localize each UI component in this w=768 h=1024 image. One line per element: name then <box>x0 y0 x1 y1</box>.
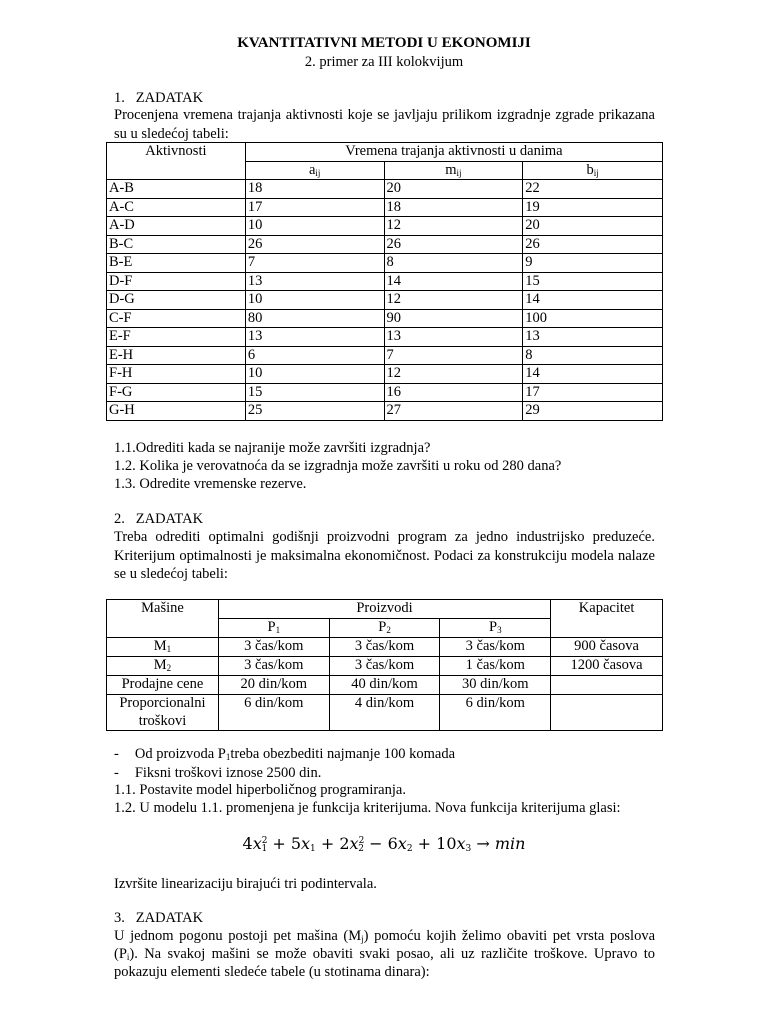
table-cell-m: 12 <box>384 291 523 310</box>
cell-m2-p2: 3 čas/kom <box>329 657 440 676</box>
cell-cost-p3: 6 din/kom <box>440 695 551 731</box>
table-cell-b: 13 <box>523 328 663 347</box>
cell-m2-capacity: 1200 časova <box>551 657 663 676</box>
table-cell-b: 29 <box>523 402 663 421</box>
cell-price-p3: 30 din/kom <box>440 676 551 695</box>
col-header-m: $m_{ij}$ <box>384 161 523 180</box>
col-header-p3: $P_3$ <box>440 619 551 638</box>
table-cell-b: 14 <box>523 365 663 384</box>
table-cell-b: 26 <box>523 235 663 254</box>
table-cell-m: 20 <box>384 180 523 199</box>
col-header-a: $a_{ij}$ <box>245 161 384 180</box>
cell-price-capacity-empty <box>551 676 663 695</box>
table-cell-act: C-F <box>107 309 246 328</box>
col-header-p1: $P_1$ <box>218 619 329 638</box>
table-row <box>107 291 663 310</box>
task3-text-line-3: pokazuju elementi sledeće tabele (u stotinama dinara): <box>114 964 430 980</box>
table-cell-a: 13 <box>245 272 384 291</box>
table-cell-act: F-H <box>107 365 246 384</box>
table-cell-b: 22 <box>523 180 663 199</box>
cell-price-p1: 20 din/kom <box>218 676 329 695</box>
row-label-m1: $M_1$ <box>107 638 219 657</box>
task1-question-2: 1.2. Kolika je verovatnoća da se izgradnja može završiti u roku od 280 dana? <box>114 458 562 474</box>
table-cell-act: B-E <box>107 254 246 273</box>
col-header-machines: Mašine <box>107 600 219 638</box>
cell-m1-p3: 3 čas/kom <box>440 638 551 657</box>
row-label-costs: Proporcionalni troškovi <box>107 695 219 731</box>
table-cell-act: F-G <box>107 383 246 402</box>
table-row-m1 <box>107 638 663 657</box>
task1-question-1: 1.1.Odrediti kada se najranije može završiti izgradnja? <box>114 440 431 456</box>
table-cell-act: B-C <box>107 235 246 254</box>
table-cell-a: 25 <box>245 402 384 421</box>
criterion-formula: $4x^2_1 + 5x_1 + 2x^2_2 - 6x_2 + 10x_3 \to \min$ <box>242 834 526 854</box>
table-cell-m: 7 <box>384 346 523 365</box>
table-cell-act: E-F <box>107 328 246 347</box>
table-row <box>107 309 663 328</box>
table-row <box>107 217 663 236</box>
task2-question-1: 1.1. Postavite model hiperboličnog programiranja. <box>114 782 406 798</box>
table-row-prices <box>107 676 663 695</box>
table-row <box>107 365 663 384</box>
table-row-m2 <box>107 657 663 676</box>
table-cell-a: 10 <box>245 365 384 384</box>
cell-m2-p1: 3 čas/kom <box>218 657 329 676</box>
col-header-products: Proizvodi <box>218 600 550 619</box>
table-cell-b: 15 <box>523 272 663 291</box>
table-cell-b: 17 <box>523 383 663 402</box>
table-cell-m: 90 <box>384 309 523 328</box>
table-cell-m: 12 <box>384 217 523 236</box>
table-cell-b: 100 <box>523 309 663 328</box>
table-cell-m: 14 <box>384 272 523 291</box>
task2-heading: 2. ZADATAK <box>114 511 204 527</box>
cell-m1-p1: 3 čas/kom <box>218 638 329 657</box>
table-cell-m: 12 <box>384 365 523 384</box>
table-cell-act: A-B <box>107 180 246 199</box>
row-label-m2: $M_2$ <box>107 657 219 676</box>
activity-duration-table <box>106 142 663 421</box>
table-cell-act: E-H <box>107 346 246 365</box>
col-header-capacity: Kapacitet <box>551 600 663 638</box>
row-label-prices: Prodajne cene <box>107 676 219 695</box>
table-row <box>107 346 663 365</box>
cell-price-p2: 40 din/kom <box>329 676 440 695</box>
document-title: KVANTITATIVNI METODI U EKONOMIJI <box>237 35 531 51</box>
table-cell-m: 13 <box>384 328 523 347</box>
task3-heading: 3. ZADATAK <box>114 910 204 926</box>
cell-cost-capacity-empty <box>551 695 663 731</box>
cell-cost-p2: 4 din/kom <box>329 695 440 731</box>
cell-cost-p1: 6 din/kom <box>218 695 329 731</box>
bullet-item-1: - Od proizvoda $P_1treba$ obezbediti najmanje 100 komada <box>114 746 456 762</box>
activity-table-body <box>107 180 663 421</box>
table-cell-m: 16 <box>384 383 523 402</box>
table-row <box>107 402 663 421</box>
table-cell-b: 20 <box>523 217 663 236</box>
col-header-durations: Vremena trajanja aktivnosti u danima <box>245 143 662 162</box>
table-cell-act: A-C <box>107 198 246 217</box>
table-row <box>107 272 663 291</box>
table-cell-a: 15 <box>245 383 384 402</box>
table-cell-a: 10 <box>245 291 384 310</box>
table-cell-act: G-H <box>107 402 246 421</box>
table-cell-m: 8 <box>384 254 523 273</box>
table-cell-a: 10 <box>245 217 384 236</box>
cell-m2-p3: 1 čas/kom <box>440 657 551 676</box>
task3-text-line-1: U jednom pogonu postoji pet mašina $(M_j)$ pomoću kojih želimo obaviti pet vrsta poslova <box>114 928 656 944</box>
task1-intro: Procenjena vremena trajanja aktivnosti koje se javljaju prilikom izgradnje zgrade prikazana su u sledećoj tabeli: <box>114 107 655 142</box>
task3-text-line-2: $(P_i)$. Na svakoj mašini se može obaviti svaki posao, ali uz različite troškove. Upravo to <box>114 946 655 962</box>
table-cell-b: 8 <box>523 346 663 365</box>
table-row-costs <box>107 695 663 731</box>
table-cell-m: 27 <box>384 402 523 421</box>
task2-linearize-instruction: Izvršite linearizaciju birajući tri podintervala. <box>114 876 377 892</box>
task2-question-2: 1.2. U modelu 1.1. promenjena je funkcija kriterijuma. Nova funkcija kriterijuma glasi: <box>114 800 621 816</box>
table-row <box>107 235 663 254</box>
table-cell-a: 26 <box>245 235 384 254</box>
task1-heading: 1. ZADATAK <box>114 90 204 106</box>
table-cell-a: 17 <box>245 198 384 217</box>
table-row <box>107 180 663 199</box>
table-cell-act: D-F <box>107 272 246 291</box>
table-cell-a: 13 <box>245 328 384 347</box>
bullet-item-2: - Fiksni troškovi iznose 2500 din. <box>114 765 322 781</box>
table-cell-a: 6 <box>245 346 384 365</box>
table-row <box>107 198 663 217</box>
table-row <box>107 383 663 402</box>
table-row <box>107 254 663 273</box>
task2-intro: Treba odrediti optimalni godišnji proizvodni program za jedno industrijsko preduzeće. Kriterijum optimalnosti je maksimalna ekonomičnost. Podaci za konstrukciju modela nalaze se u sledećoj tabeli: <box>114 529 655 582</box>
production-table <box>106 599 663 731</box>
table-cell-b: 14 <box>523 291 663 310</box>
task1-question-3: 1.3. Odredite vremenske rezerve. <box>114 476 307 492</box>
cell-m1-capacity: 900 časova <box>551 638 663 657</box>
table-cell-m: 18 <box>384 198 523 217</box>
col-header-p2: $P_2$ <box>329 619 440 638</box>
table-cell-a: 18 <box>245 180 384 199</box>
col-header-b: $b_{ij}$ <box>523 161 663 180</box>
table-cell-m: 26 <box>384 235 523 254</box>
table-cell-b: 9 <box>523 254 663 273</box>
table-cell-b: 19 <box>523 198 663 217</box>
table-cell-a: 7 <box>245 254 384 273</box>
table-header-row <box>107 600 663 619</box>
table-cell-act: A-D <box>107 217 246 236</box>
col-header-activity: Aktivnosti <box>107 143 246 180</box>
table-row <box>107 328 663 347</box>
cell-m1-p2: 3 čas/kom <box>329 638 440 657</box>
table-header-row <box>107 143 663 162</box>
table-cell-a: 80 <box>245 309 384 328</box>
table-cell-act: D-G <box>107 291 246 310</box>
document-subtitle: 2. primer za III kolokvijum <box>304 54 464 70</box>
